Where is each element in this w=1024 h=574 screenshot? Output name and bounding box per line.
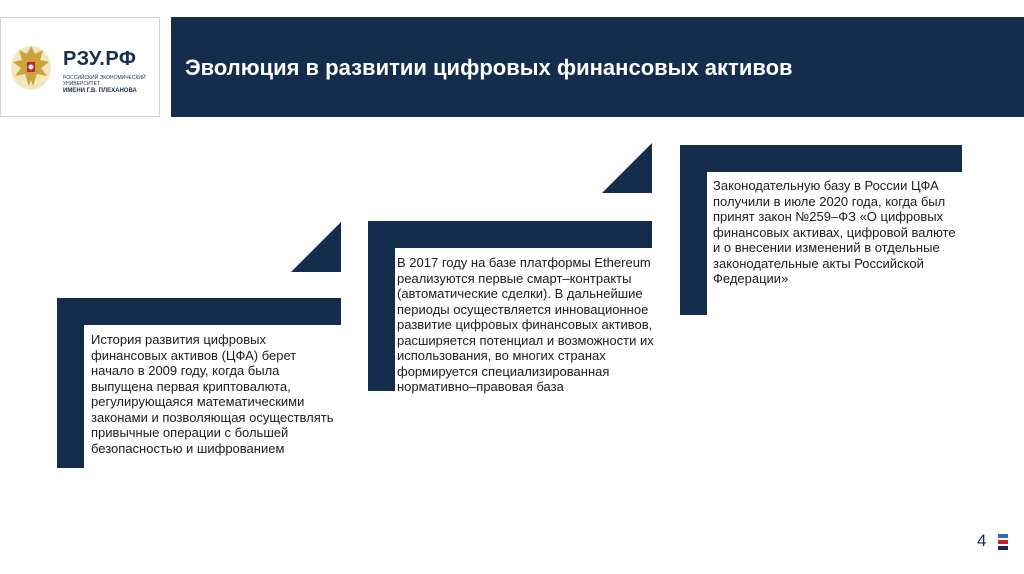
logo-subtitle-2: ИМЕНИ Г.В. ПЛЕХАНОВА xyxy=(63,88,137,94)
accent-stripe-red xyxy=(998,540,1008,544)
accent-stripe-blue xyxy=(998,534,1008,538)
step-2-side-bar xyxy=(368,221,395,391)
step-3-text: Законодательную базу в России ЦФА получили в июле 2020 года, когда был принят закон №259–ФЗ «О цифровых финансовых активах, цифровой валюте и о внесении изменений в отдельные законодательные акты Российской Федерации» xyxy=(713,178,956,286)
header-bar xyxy=(171,17,1024,117)
step-2-text: В 2017 году на базе платформы Ethereum реализуются первые смарт–контракты (автоматические сделки). В дальнейшие периоды осуществляется инновационное развитие цифровых финансовых активов, расширяется потенциал и возможности их использования, во многих странах формируется специализированная нормативно–правовая база xyxy=(397,255,654,394)
logo-name: РЗУ.РФ xyxy=(63,48,137,70)
page-number: 4 xyxy=(977,531,987,550)
step-1-top-bar xyxy=(57,298,341,325)
step-1-side-bar xyxy=(57,298,84,468)
logo-subtitle: РОССИЙСКИЙ ЭКОНОМИЧЕСКИЙ УНИВЕРСИТЕТ xyxy=(63,75,146,87)
step-1-text: История развития цифровых финансовых активов (ЦФА) берет начало в 2009 году, когда была выпущена первая криптовалюта, регулирующаяся математическими законами и позволяющая осуществлять привычные операции с большей безопасностью и шифрованием xyxy=(91,332,334,456)
emblem-icon xyxy=(9,40,53,94)
page-title: Эволюция в развитии цифровых финансовых активов xyxy=(185,55,793,80)
logo xyxy=(0,17,160,117)
step-1-triangle xyxy=(291,222,341,272)
accent-stripe-navy xyxy=(998,546,1008,550)
step-2-triangle xyxy=(602,143,652,193)
step-3-top-bar xyxy=(680,145,962,172)
step-2-top-bar xyxy=(368,221,652,248)
step-3-side-bar xyxy=(680,145,707,315)
